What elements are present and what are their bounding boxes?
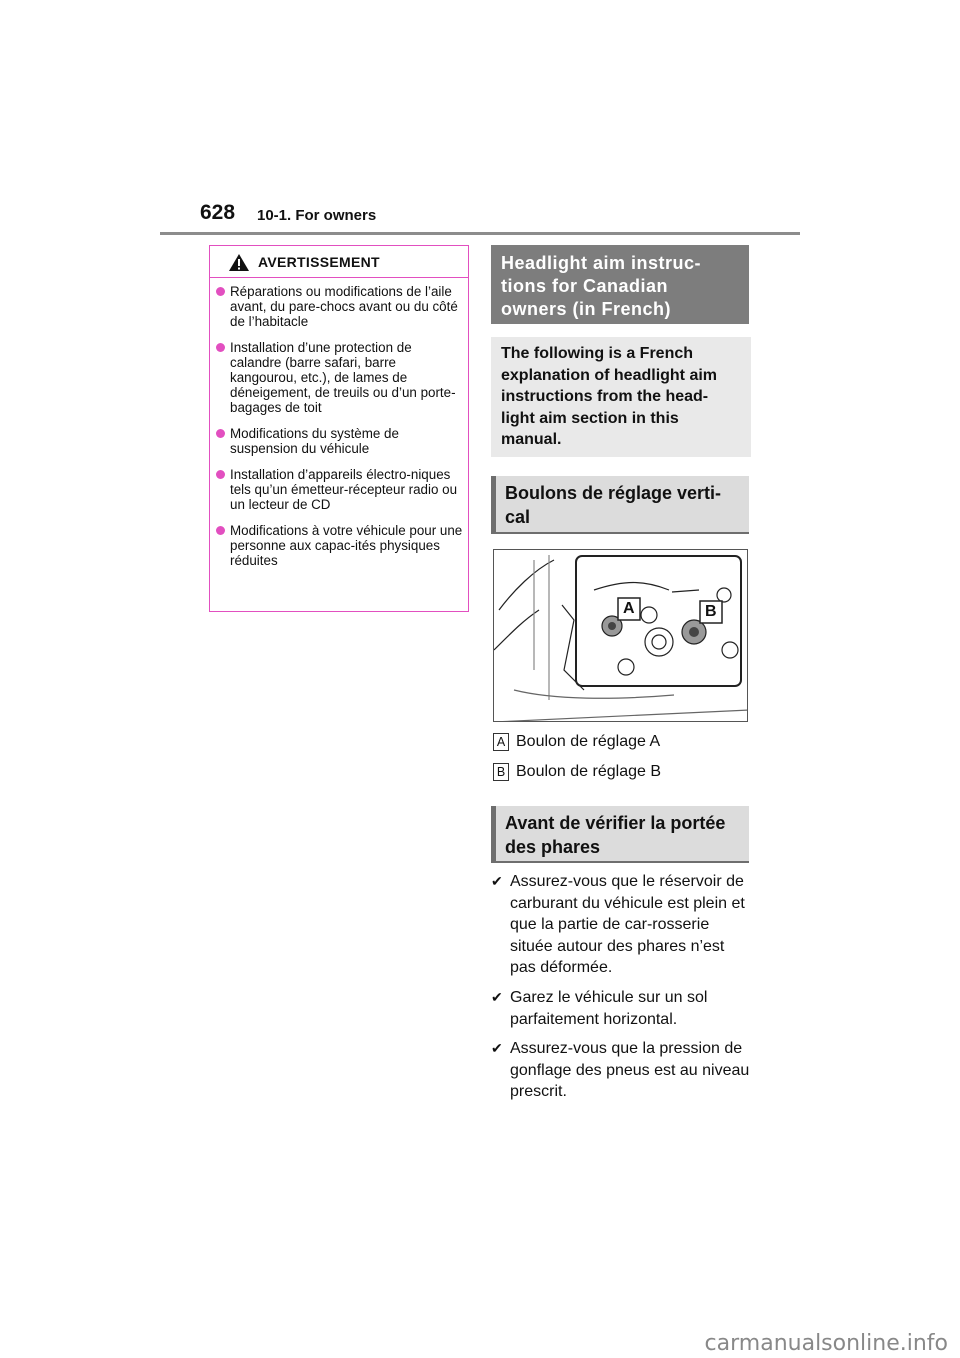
bullet-icon [216, 470, 225, 479]
check-list [491, 871, 751, 1111]
warning-item: Installation d’appareils électro-niques tels qu’un émetteur-récepteur radio ou un lecteur de CD [216, 467, 464, 512]
warning-item: Réparations ou modifications de l’aile avant, du pare-chocs avant ou du côté de l’habitacle [216, 284, 464, 329]
legend-text: Boulon de réglage A [516, 733, 661, 751]
legend-text: Boulon de réglage B [516, 763, 661, 781]
legend-marker: A [493, 733, 509, 751]
warning-item: Modifications à votre véhicule pour une personne aux capac-ités physiques réduites [216, 523, 464, 568]
check-icon: ✔ [491, 873, 503, 889]
section-title: 10-1. For owners [257, 207, 377, 224]
legend-item [493, 733, 660, 751]
bullet-icon [216, 343, 225, 352]
figure-label-a: A [623, 600, 635, 617]
subheading-vertical-bolts: Boulons de réglage verti-cal [491, 476, 749, 534]
warning-box [209, 245, 469, 612]
intro-text: The following is a French explanation of headlight aim instructions from the head-light aim section in this manual. [491, 337, 751, 457]
warning-item: Installation d’une protection de calandre (barre safari, barre kangourou, etc.), de lames de déneigement, de treuils ou d’un porte-bagages de toit [216, 340, 464, 415]
legend-marker: B [493, 763, 509, 781]
warning-item: Modifications du système de suspension du véhicule [216, 426, 464, 456]
watermark: carmanualsonline.info [704, 1331, 948, 1356]
headlight-bolts-figure [493, 549, 748, 722]
page-number: 628 [200, 201, 236, 224]
warning-header [210, 246, 468, 278]
check-item: ✔ Garez le véhicule sur un sol parfaitement horizontal. [491, 988, 708, 1028]
check-icon: ✔ [491, 1040, 503, 1057]
bullet-icon [216, 526, 225, 535]
main-heading: Headlight aim instruc-tions for Canadian owners (in French) [491, 245, 749, 324]
check-icon: ✔ [491, 988, 503, 1005]
legend-item [493, 763, 661, 781]
warning-title: AVERTISSEMENT [258, 254, 380, 270]
warning-triangle-icon [228, 253, 250, 272]
check-item: ✔ Assurez-vous que la pression de gonflage des pneus est au niveau prescrit. [491, 1040, 750, 1101]
warning-list [216, 284, 464, 579]
check-item: ✔ Assurez-vous que le réservoir de carburant du véhicule est plein et que la partie de car-rosserie située autour des phares n’est pas déformée. [491, 873, 745, 977]
figure-label-b: B [705, 603, 717, 620]
header-divider [160, 232, 800, 235]
bullet-icon [216, 429, 225, 438]
bullet-icon [216, 287, 225, 296]
subheading-before-check: Avant de vérifier la portée des phares [491, 806, 749, 863]
